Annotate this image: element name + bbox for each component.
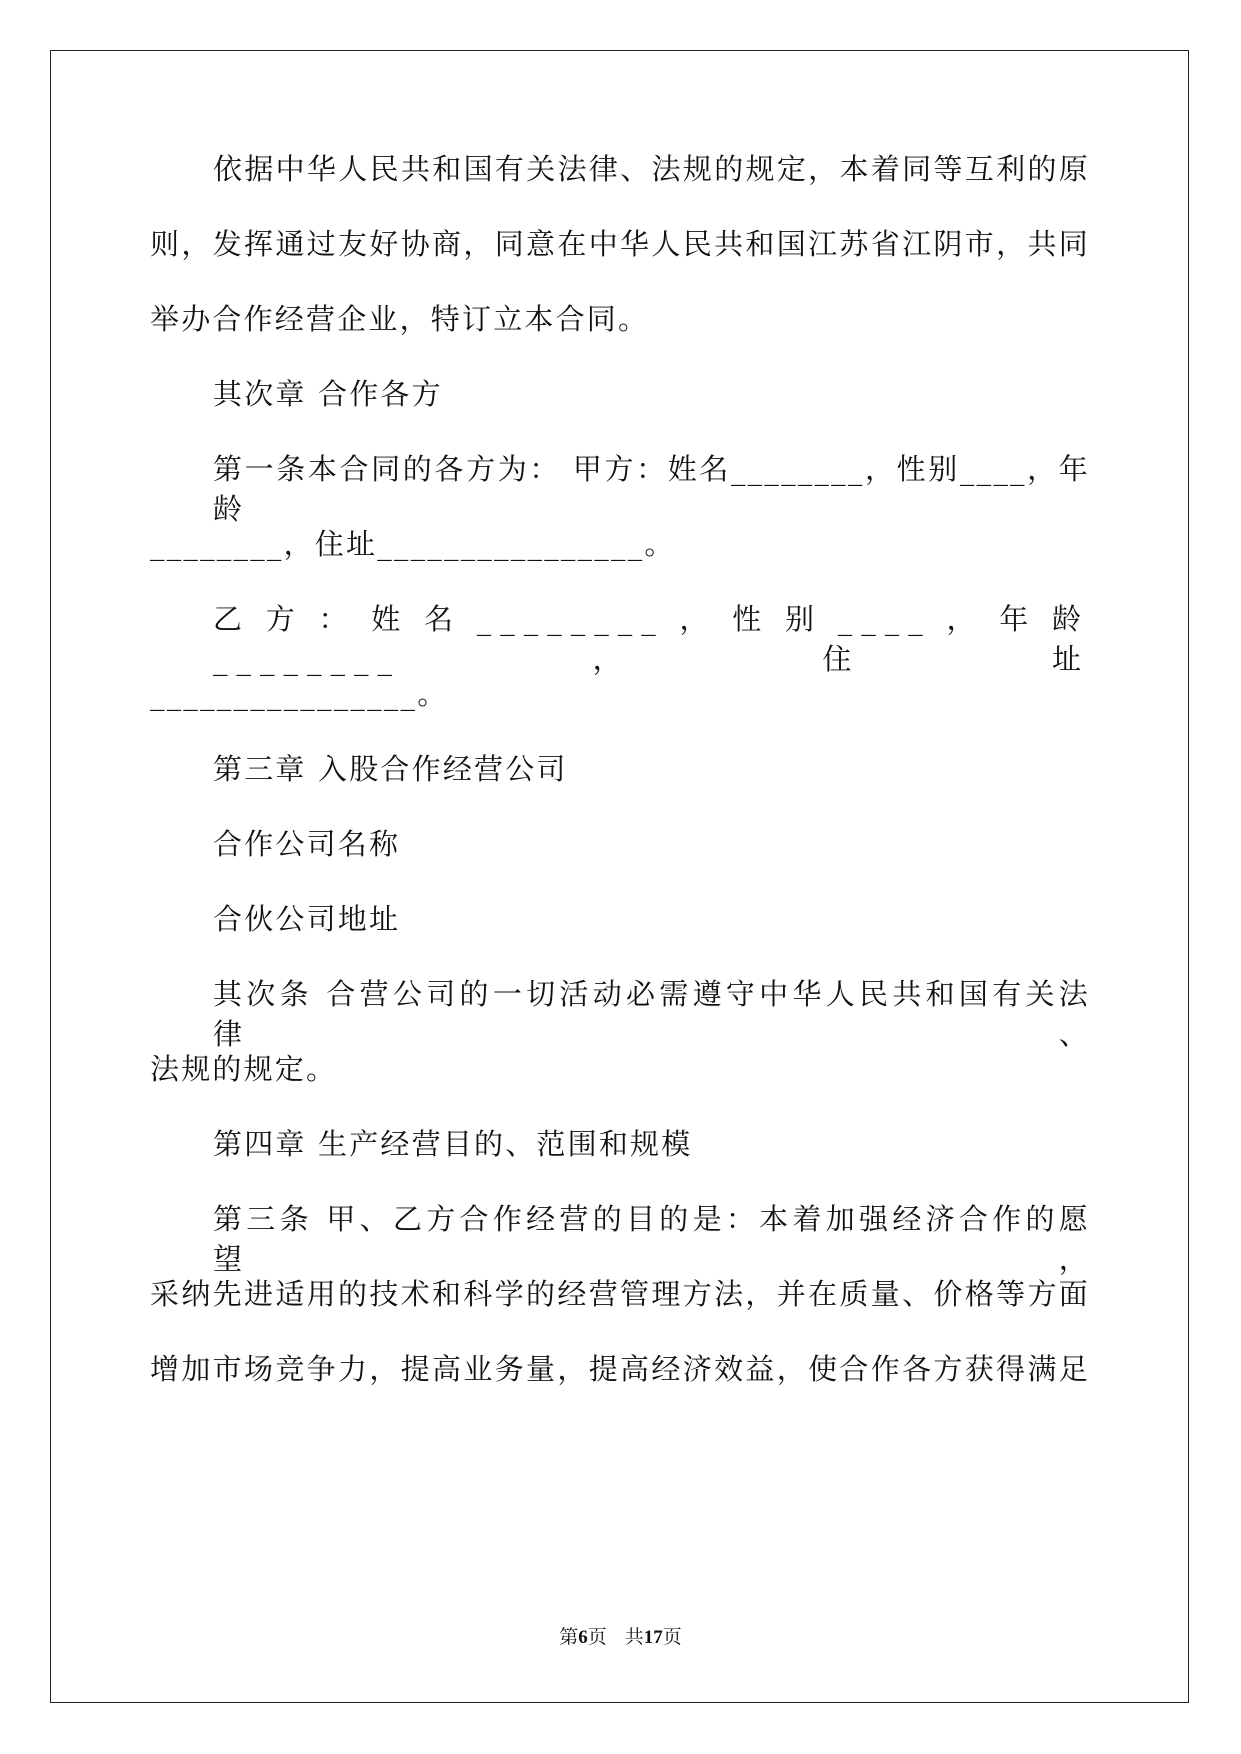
- paragraph-line-3: 举办合作经营企业，特订立本合同。: [150, 302, 650, 336]
- article-3-line-3: 增加市场竞争力，提高业务量，提高经济效益，使合作各方获得满足: [150, 1352, 1090, 1386]
- chapter-heading-4: 第四章 生产经营目的、范围和规模: [213, 1127, 693, 1161]
- page-suffix: 页: [587, 1627, 607, 1648]
- article-2-line-1: 其次条 合营公司的一切活动必需遵守中华人民共和国有关法律、: [213, 977, 1090, 1051]
- article-3-line-2: 采纳先进适用的技术和科学的经营管理方法，并在质量、价格等方面: [150, 1277, 1090, 1311]
- party-b-line-1: 乙方：姓名________，性别____，年龄________，住址: [213, 602, 1090, 676]
- page-footer: [0, 1625, 1241, 1651]
- article-3-line-1: 第三条 甲、乙方合作经营的目的是：本着加强经济合作的愿望，: [213, 1202, 1090, 1276]
- party-b-line-2: ________________。: [150, 677, 449, 711]
- page-border: [50, 50, 1189, 1703]
- chapter-heading-3: 第三章 入股合作经营公司: [213, 752, 568, 786]
- article-2-line-2: 法规的规定。: [150, 1052, 338, 1086]
- total-suffix: 页: [662, 1627, 682, 1648]
- chapter-heading-2: 其次章 合作各方: [213, 377, 443, 411]
- company-address-line: 合伙公司地址: [213, 902, 401, 936]
- paragraph-line-2: 则，发挥通过友好协商，同意在中华人民共和国江苏省江阴市，共同: [150, 227, 1090, 261]
- article-1-line-2: ________，住址________________。: [150, 527, 676, 561]
- page-prefix: 第: [559, 1627, 579, 1648]
- total-prefix: 共: [624, 1627, 644, 1648]
- article-1-line-1: 第一条本合同的各方为： 甲方：姓名________，性别____，年龄: [213, 452, 1090, 526]
- page-number: 6: [578, 1627, 588, 1648]
- paragraph-line-1: 依据中华人民共和国有关法律、法规的规定，本着同等互利的原: [213, 152, 1090, 186]
- total-pages: 17: [643, 1627, 663, 1648]
- company-name-line: 合作公司名称: [213, 827, 401, 861]
